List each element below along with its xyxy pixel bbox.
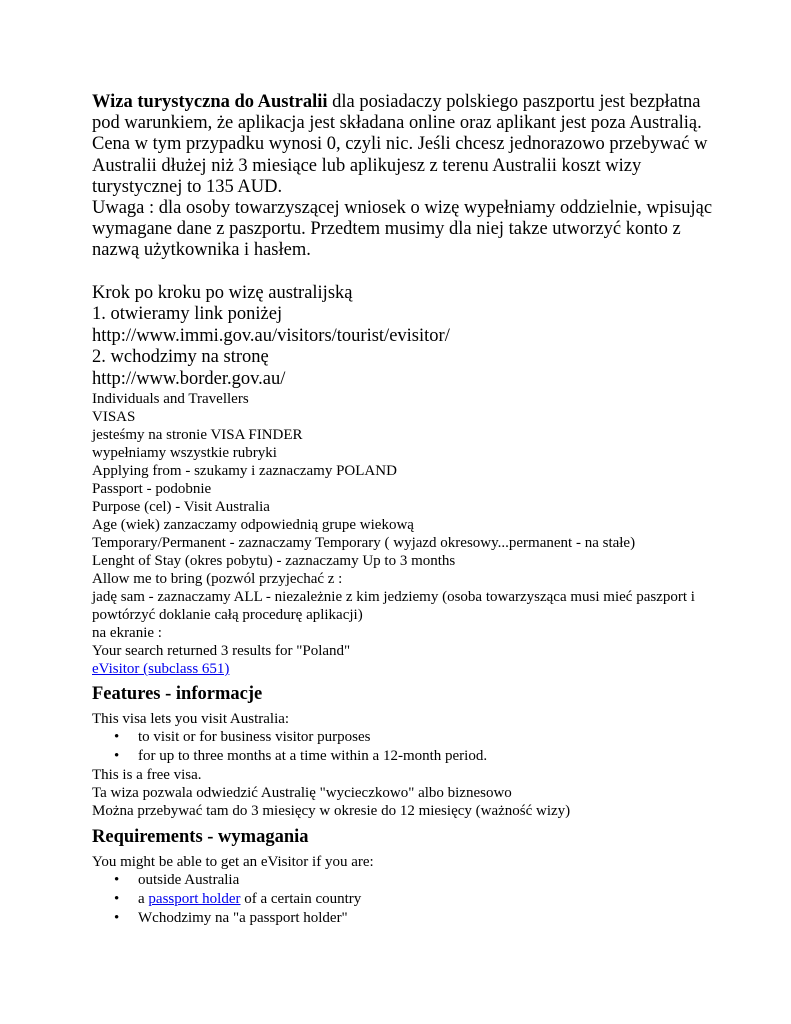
list-item: • Wchodzimy na "a passport holder" <box>138 909 732 928</box>
detail-line: Allow me to bring (pozwól przyjechać z : <box>92 571 343 588</box>
list-item <box>138 890 732 909</box>
features-pl-line-1: Ta wiza pozwala odwiedzić Australię "wycieczkowo" albo biznesowo <box>92 785 512 802</box>
step-1: 1. otwieramy link poniżej <box>92 304 283 325</box>
passport-holder-link[interactable]: passport holder <box>148 891 241 908</box>
list-item: • outside Australia <box>138 871 732 890</box>
bullet-prefix: a <box>138 891 149 908</box>
detail-line: jesteśmy na stronie VISA FINDER <box>92 427 303 444</box>
details-section <box>92 390 732 678</box>
requirements-intro: You might be able to get an eVisitor if you are: <box>92 854 374 871</box>
requirements-list <box>92 871 732 928</box>
features-pl-line-2: Można przebywać tam do 3 miesięcy w okresie do 12 miesięcy (ważność wizy) <box>92 803 571 820</box>
detail-line: Lenght of Stay (okres pobytu) - zaznaczamy Up to 3 months <box>92 553 456 570</box>
border-link-text: http://www.border.gov.au/ <box>92 368 286 389</box>
features-list <box>92 728 732 766</box>
search-result-line: Your search returned 3 results for "Poland" <box>92 643 351 660</box>
detail-line: Applying from - szukamy i zaznaczamy POLAND <box>92 463 397 480</box>
na-ekranie-line: na ekranie : <box>92 625 162 642</box>
document-page <box>92 92 732 928</box>
requirements-section <box>92 853 732 928</box>
step-2: 2. wchodzimy na stronę <box>92 347 269 368</box>
note-paragraph: Uwaga : dla osoby towarzyszącej wniosek o wizę wypełniamy oddzielnie, wpisując wymagane dane z paszportu. Przedtem musimy dla niej takze utworzyć konto z nazwą użytkownika i hasłem. <box>92 198 713 261</box>
detail-line: Passport - podobnie <box>92 481 212 498</box>
intro-paragraph <box>92 92 732 198</box>
immi-link-text: http://www.immi.gov.au/visitors/tourist/evisitor/ <box>92 325 450 346</box>
detail-line: Individuals and Travellers <box>92 391 249 408</box>
steps-section <box>92 283 732 391</box>
jade-sam-line: jadę sam - zaznaczamy ALL - niezależnie z kim jedziemy (osoba towarzysząca musi mieć paszport i powtórzyć doklanie całą procedurę aplikacji) <box>92 589 695 624</box>
evisitor-link[interactable]: eVisitor (subclass 651) <box>92 661 230 678</box>
detail-line: wypełniamy wszystkie rubryki <box>92 445 277 462</box>
intro-body: dla posiadaczy polskiego paszportu jest bezpłatna pod warunkiem, że aplikacja jest składana online oraz aplikant jest poza Australią. Cena w tym przypadku wynosi 0, czyli nic. Jeśli chcesz jednorazowo przebywać w Australii dłużej niż 3 miesiące lub aplikujesz z terenu Australii koszt wizy turystycznej to 135 AUD. <box>92 92 708 197</box>
list-item: • for up to three months at a time within a 12-month period. <box>138 747 732 766</box>
bullet-suffix: of a certain country <box>240 891 362 908</box>
features-heading: Features - informacje <box>92 684 263 705</box>
detail-line: Temporary/Permanent - zaznaczamy Temporary ( wyjazd okresowy...permanent - na stałe) <box>92 535 636 552</box>
detail-line: VISAS <box>92 409 136 426</box>
free-visa-line: This is a free visa. <box>92 767 202 784</box>
features-intro: This visa lets you visit Australia: <box>92 711 290 728</box>
paragraph-gap <box>92 262 732 283</box>
list-item: • to visit or for business visitor purposes <box>138 728 732 747</box>
steps-heading: Krok po kroku po wizę australijską <box>92 282 353 303</box>
detail-line: Age (wiek) zanzaczamy odpowiednią grupe wiekową <box>92 517 414 534</box>
intro-title: Wiza turystyczna do Australii <box>92 92 328 112</box>
detail-line: Purpose (cel) - Visit Australia <box>92 499 270 516</box>
requirements-heading: Requirements - wymagania <box>92 827 309 848</box>
features-section <box>92 710 732 820</box>
